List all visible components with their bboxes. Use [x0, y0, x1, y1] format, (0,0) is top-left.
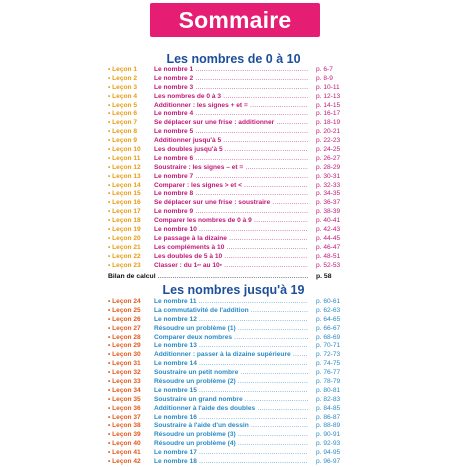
lecon-title: Soustraire à l'aide d'un dessin .....	[154, 422, 308, 431]
lecon-title: Résoudre un problème (2) .....	[154, 378, 308, 387]
page-range: p. 68-69	[316, 333, 341, 341]
toc-entry	[108, 431, 348, 440]
lecon-title: Additionner à l'aide des doubles .....	[154, 405, 308, 414]
lecon-title: Le nombre 8 .....	[154, 190, 308, 199]
lecon-number: • Leçon 15	[108, 190, 141, 198]
page-range: p. 6-7	[316, 66, 333, 73]
lecon-number: • Leçon 35	[108, 395, 141, 403]
lecon-number: • Leçon 37	[108, 413, 141, 421]
page-range: p. 90-91	[316, 431, 341, 439]
lecon-number: • Leçon 25	[108, 306, 141, 314]
lecon-title: Le nombre 4 .....	[154, 110, 308, 119]
lecon-number: • Leçon 36	[108, 404, 141, 412]
lecon-title: Se déplacer sur une frise : additionner .....	[154, 119, 308, 128]
toc-entry	[108, 342, 348, 351]
lecon-title: Comparer : les signes > et < .....	[154, 182, 308, 191]
toc-entry	[108, 414, 348, 423]
lecon-number: • Leçon 16	[108, 199, 141, 207]
lecon-title: Soustraire un grand nombre .....	[154, 396, 308, 405]
toc-entry	[108, 66, 348, 75]
toc-entry	[108, 199, 348, 208]
page-range: p. 70-71	[316, 342, 341, 350]
lecon-title: Le nombre 3 .....	[154, 84, 308, 93]
page-range: p. 16-17	[316, 110, 341, 118]
toc-entry	[108, 458, 348, 467]
toc-entry	[108, 351, 348, 360]
bilan-pages: p. 58	[316, 273, 332, 281]
lecon-title: Le nombre 1 .....	[154, 66, 308, 75]
page-range: p. 94-95	[316, 449, 341, 457]
lecon-title: Le nombre 18 .....	[154, 458, 308, 467]
lecon-title: Comparer deux nombres .....	[154, 334, 308, 343]
lecon-title: Se déplacer sur une frise : soustraire .....	[154, 199, 308, 208]
toc-entry	[108, 128, 348, 137]
toc-entry	[108, 396, 348, 405]
lecon-title: Les compléments à 10 .....	[154, 244, 308, 253]
toc-entry	[108, 387, 348, 396]
page-range: p. 10-11	[316, 83, 340, 91]
page-range: p. 84-85	[316, 404, 341, 412]
page-range: p. 12-13	[316, 92, 341, 100]
lecon-number: • Leçon 20	[108, 234, 141, 242]
lecon-number: • Leçon 3	[108, 83, 138, 91]
toc-entry	[108, 164, 348, 173]
lecon-title: Les doubles jusqu'à 5 .....	[154, 146, 308, 155]
lecon-number: • Leçon 24	[108, 298, 141, 305]
toc-entry	[108, 84, 348, 93]
lecon-title: Additionner jusqu'à 5 .....	[154, 137, 308, 146]
lecon-number: • Leçon 40	[108, 440, 141, 448]
lecon-title: Le passage à la dizaine .....	[154, 235, 308, 244]
lecon-number: • Leçon 9	[108, 137, 138, 145]
lecon-title: Le nombre 5 .....	[154, 128, 308, 137]
lecon-title: Le nombre 12 .....	[154, 316, 308, 325]
lecon-title: Les doubles de 5 à 10 .....	[154, 253, 308, 262]
page-range: p. 48-51	[316, 252, 341, 260]
lecon-number: • Leçon 27	[108, 324, 141, 332]
section-title-nombres-0-10: Les nombres de 0 à 10	[166, 52, 301, 66]
page-range: p. 14-15	[316, 101, 341, 109]
lecon-title: Le nombre 6 .....	[154, 155, 308, 164]
page-range: p. 86-87	[316, 413, 341, 421]
toc-entry	[108, 369, 348, 378]
page-range: p. 80-81	[316, 386, 341, 394]
page-range: p. 26-27	[316, 154, 341, 162]
lecon-number: • Leçon 32	[108, 369, 141, 377]
page-range: p. 52-53	[316, 261, 341, 269]
toc-entry	[108, 405, 348, 414]
page-range: p. 44-45	[316, 234, 341, 242]
toc-entry	[108, 360, 348, 369]
page-range: p. 20-21	[316, 128, 341, 136]
lecon-title: Le nombre 2 .....	[154, 75, 308, 84]
page-range: p. 78-79	[316, 378, 341, 386]
lecon-title: Résoudre un problème (4) .....	[154, 440, 308, 449]
toc-entry	[108, 226, 348, 235]
lecon-number: • Leçon 29	[108, 342, 141, 350]
toc-entry	[108, 182, 348, 191]
toc-entry	[108, 137, 348, 146]
lecon-number: • Leçon 26	[108, 315, 141, 323]
page-range: p. 64-65	[316, 315, 341, 323]
lecon-number: • Leçon 19	[108, 226, 141, 234]
toc-entry	[108, 253, 348, 262]
lecon-title: Le nombre 9 .....	[154, 208, 308, 217]
toc-entry	[108, 244, 348, 253]
toc-entry	[108, 422, 348, 431]
lecon-number: • Leçon 34	[108, 386, 141, 394]
lecon-title: Résoudre un problème (3) .....	[154, 431, 308, 440]
bilan-row	[108, 272, 348, 282]
lecon-title: Additionner : les signes + et = .....	[154, 102, 308, 111]
lecon-title: La commutativité de l'addition .....	[154, 307, 308, 316]
page-range: p. 92-93	[316, 440, 341, 448]
page-range: p. 32-33	[316, 181, 341, 189]
toc-entry	[108, 298, 348, 307]
page-range: p. 34-35	[316, 190, 341, 198]
lecon-number: • Leçon 38	[108, 422, 141, 430]
toc-entry	[108, 378, 348, 387]
lecon-title: Le nombre 14 .....	[154, 360, 308, 369]
toc-entry	[108, 316, 348, 325]
page-range: p. 42-43	[316, 226, 341, 234]
lecon-number: • Leçon 11	[108, 154, 141, 162]
lecon-title: Soustraire : les signes – et = .....	[154, 164, 308, 173]
lecon-number: • Leçon 30	[108, 351, 141, 359]
page-range: p. 60-61	[316, 298, 341, 305]
lecon-number: • Leçon 17	[108, 208, 141, 216]
toc-entry	[108, 110, 348, 119]
lecon-title: Le nombre 10 .....	[154, 226, 308, 235]
lecon-number: • Leçon 1	[108, 66, 138, 73]
sommaire-banner	[150, 3, 320, 37]
toc-section-2	[108, 298, 348, 467]
page-range: p. 74-75	[316, 360, 341, 368]
lecon-title: Résoudre un problème (1) .....	[154, 325, 308, 334]
lecon-title: Additionner : passer à la dizaine supérieure .....	[154, 351, 308, 360]
toc-entry	[108, 235, 348, 244]
page-range: p. 66-67	[316, 324, 341, 332]
lecon-title: Le nombre 15 .....	[154, 387, 308, 396]
page-range: p. 46-47	[316, 243, 341, 251]
lecon-number: • Leçon 31	[108, 360, 141, 368]
lecon-number: • Leçon 33	[108, 378, 141, 386]
page-range: p. 22-23	[316, 137, 341, 145]
lecon-title: Le nombre 7 .....	[154, 173, 308, 182]
bilan-label: Bilan de calcul .....	[108, 272, 308, 282]
toc-entry	[108, 440, 348, 449]
page-range: p. 88-89	[316, 422, 341, 430]
toc-entry	[108, 307, 348, 316]
lecon-number: • Leçon 23	[108, 261, 141, 269]
page-range: p. 62-63	[316, 306, 341, 314]
lecon-number: • Leçon 41	[108, 449, 141, 457]
toc-section-1	[108, 66, 348, 282]
lecon-title: Le nombre 11 .....	[154, 298, 308, 307]
page-range: p. 96-97	[316, 458, 341, 466]
lecon-number: • Leçon 39	[108, 431, 141, 439]
lecon-title: Le nombre 16 .....	[154, 414, 308, 423]
page-range: p. 36-37	[316, 199, 341, 207]
lecon-title: Classer : du 1er au 10e .....	[154, 262, 308, 271]
toc-entry	[108, 190, 348, 199]
lecon-number: • Leçon 18	[108, 217, 141, 225]
lecon-number: • Leçon 42	[108, 458, 141, 466]
toc-entry	[108, 75, 348, 84]
lecon-number: • Leçon 2	[108, 74, 138, 82]
lecon-number: • Leçon 14	[108, 181, 141, 189]
toc-entry	[108, 334, 348, 343]
toc-entry	[108, 173, 348, 182]
toc-entry	[108, 208, 348, 217]
lecon-number: • Leçon 21	[108, 243, 141, 251]
toc-entry	[108, 93, 348, 102]
page-range: p. 82-83	[316, 395, 341, 403]
lecon-number: • Leçon 7	[108, 119, 138, 127]
lecon-title: Soustraire un petit nombre .....	[154, 369, 308, 378]
lecon-title: Le nombre 13 .....	[154, 342, 308, 351]
toc-entry	[108, 146, 348, 155]
toc-entry	[108, 119, 348, 128]
page-range: p. 28-29	[316, 163, 341, 171]
page-range: p. 24-25	[316, 146, 341, 154]
page-range: p. 18-19	[316, 119, 341, 127]
lecon-number: • Leçon 12	[108, 163, 141, 171]
page-title: Sommaire	[178, 6, 292, 33]
toc-entry	[108, 325, 348, 334]
lecon-number: • Leçon 8	[108, 128, 138, 136]
lecon-number: • Leçon 10	[108, 146, 141, 154]
page-range: p. 76-77	[316, 369, 341, 377]
lecon-number: • Leçon 4	[108, 92, 138, 100]
lecon-number: • Leçon 22	[108, 252, 141, 260]
lecon-number: • Leçon 28	[108, 333, 141, 341]
lecon-title: Comparer les nombres de 0 à 9 .....	[154, 217, 308, 226]
lecon-number: • Leçon 13	[108, 172, 141, 180]
page-range: p. 8-9	[316, 74, 333, 82]
toc-entry	[108, 217, 348, 226]
lecon-title: Le nombre 17 .....	[154, 449, 308, 458]
page-range: p. 38-39	[316, 208, 341, 216]
section-title-nombres-19: Les nombres jusqu'à 19	[162, 283, 305, 297]
toc-entry	[108, 102, 348, 111]
page-range: p. 72-73	[316, 351, 341, 359]
lecon-number: • Leçon 6	[108, 110, 138, 118]
toc-entry	[108, 449, 348, 458]
toc-entry	[108, 262, 348, 271]
lecon-number: • Leçon 5	[108, 101, 138, 109]
page-range: p. 30-31	[316, 172, 341, 180]
page-range: p. 40-41	[316, 217, 341, 225]
lecon-title: Les nombres de 0 à 3 .....	[154, 93, 308, 102]
toc-entry	[108, 155, 348, 164]
